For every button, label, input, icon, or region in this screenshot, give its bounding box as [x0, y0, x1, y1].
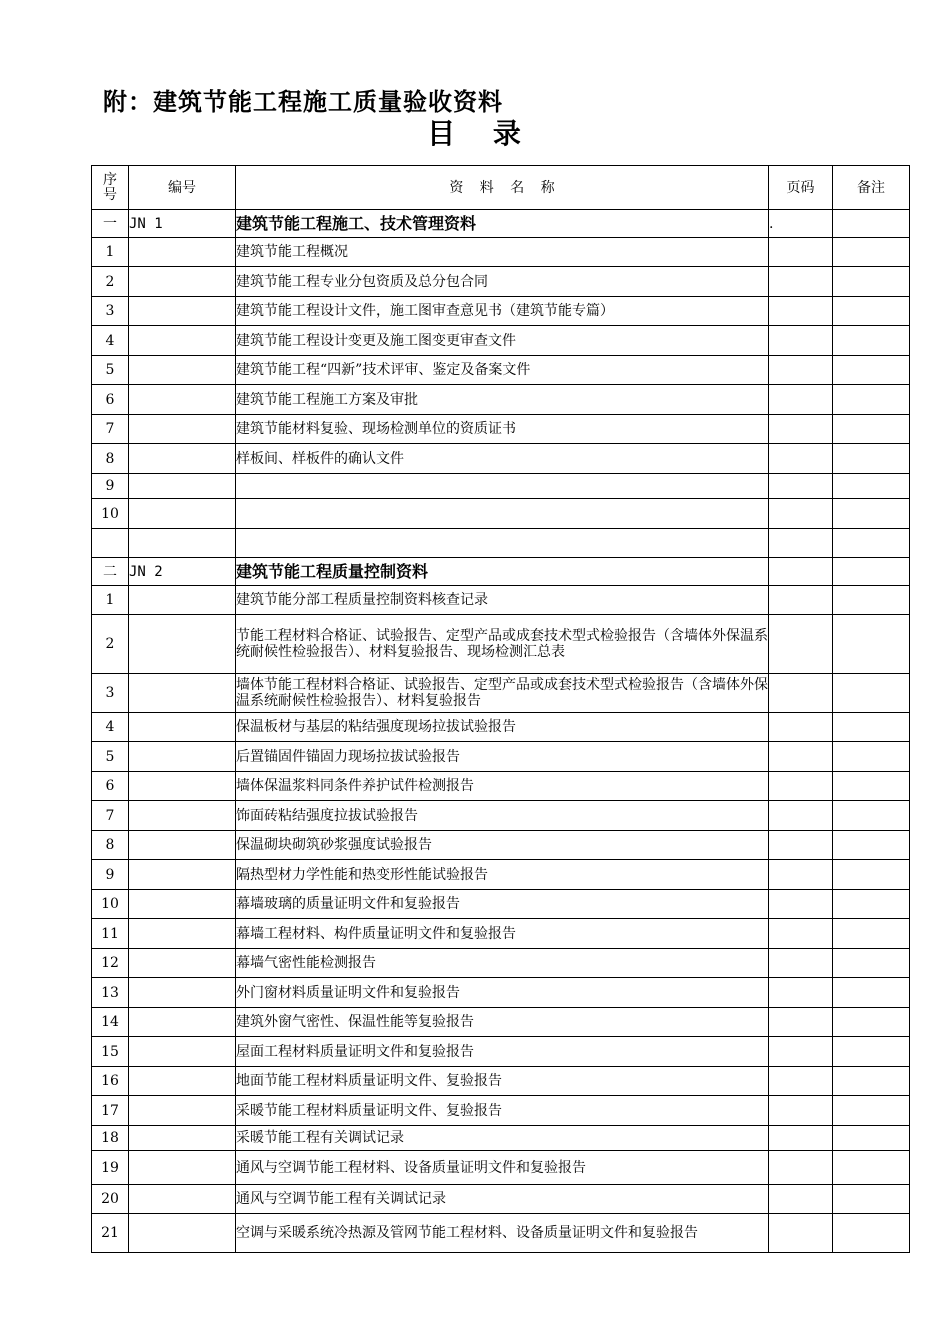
- row-code: [129, 978, 236, 1008]
- row-note: [833, 831, 910, 860]
- table-row: [92, 772, 910, 801]
- row-name: 地面节能工程材料质量证明文件、复验报告: [236, 1067, 769, 1096]
- row-code: [129, 1008, 236, 1037]
- row-name: 节能工程材料合格证、试验报告、定型产品或成套技术型式检验报告（含墙体外保温系统耐候性检验报告）、材料复验报告、现场检测汇总表: [236, 615, 769, 674]
- section-title: 建筑节能工程施工、技术管理资料: [236, 210, 769, 238]
- row-name: 采暖节能工程有关调试记录: [236, 1126, 769, 1151]
- row-page: [769, 356, 833, 385]
- row-page: [769, 978, 833, 1008]
- row-name: 保温板材与基层的粘结强度现场拉拔试验报告: [236, 713, 769, 742]
- row-code: [129, 949, 236, 978]
- row-number: 3: [92, 297, 129, 326]
- table-row: [92, 860, 910, 890]
- row-name: 墙体保温浆料同条件养护试件检测报告: [236, 772, 769, 801]
- row-number: 2: [92, 615, 129, 674]
- table-row: [92, 615, 910, 674]
- row-name: 建筑节能材料复验、现场检测单位的资质证书: [236, 415, 769, 444]
- row-note: [833, 1126, 910, 1151]
- row-name: 样板间、样板件的确认文件: [236, 444, 769, 474]
- row-page: [769, 1126, 833, 1151]
- row-number: 9: [92, 860, 129, 890]
- row-note: [833, 267, 910, 297]
- row-code: [129, 801, 236, 831]
- row-number: 8: [92, 444, 129, 474]
- table-row: [92, 1008, 910, 1037]
- row-note: [833, 444, 910, 474]
- row-code: [129, 860, 236, 890]
- table-row: [92, 1037, 910, 1067]
- row-number: 21: [92, 1214, 129, 1253]
- row-name: 建筑节能工程设计变更及施工图变更审查文件: [236, 326, 769, 356]
- table-row: [92, 1067, 910, 1096]
- row-name: 建筑节能工程施工方案及审批: [236, 385, 769, 415]
- row-page: [769, 529, 833, 558]
- row-code: [129, 1037, 236, 1067]
- table-row: [92, 674, 910, 713]
- row-note: [833, 385, 910, 415]
- table-row: [92, 978, 910, 1008]
- row-name: 建筑节能分部工程质量控制资料核查记录: [236, 586, 769, 615]
- row-number: 1: [92, 238, 129, 267]
- row-code: [129, 385, 236, 415]
- header-seq-bottom: 号: [103, 186, 117, 203]
- row-page: [769, 267, 833, 297]
- row-code: [129, 890, 236, 919]
- row-number: 6: [92, 772, 129, 801]
- section-page: [769, 558, 833, 586]
- row-number: 15: [92, 1037, 129, 1067]
- row-code: [129, 831, 236, 860]
- row-note: [833, 1151, 910, 1185]
- row-note: [833, 474, 910, 499]
- table-row: [92, 356, 910, 385]
- row-page: [769, 474, 833, 499]
- row-number: 7: [92, 801, 129, 831]
- row-page: [769, 1008, 833, 1037]
- row-code: [129, 1126, 236, 1151]
- row-note: [833, 801, 910, 831]
- row-number: 4: [92, 326, 129, 356]
- row-page: [769, 919, 833, 949]
- toc-table: [91, 165, 910, 1253]
- table-row: [92, 713, 910, 742]
- row-name: 建筑节能工程设计文件，施工图审查意见书（建筑节能专篇）: [236, 297, 769, 326]
- table-row: [92, 297, 910, 326]
- row-note: [833, 742, 910, 772]
- table-row: [92, 1214, 910, 1253]
- row-note: [833, 1008, 910, 1037]
- table-header-row: [92, 166, 910, 210]
- row-number: 13: [92, 978, 129, 1008]
- row-name: 幕墙玻璃的质量证明文件和复验报告: [236, 890, 769, 919]
- page-title: 目 录: [427, 117, 523, 150]
- table-row: [92, 267, 910, 297]
- row-number: 1: [92, 586, 129, 615]
- row-number: 4: [92, 713, 129, 742]
- row-page: [769, 831, 833, 860]
- table-row: [92, 586, 910, 615]
- header-seq: [92, 166, 129, 210]
- row-name: 建筑节能工程专业分包资质及总分包合同: [236, 267, 769, 297]
- table-row: [92, 949, 910, 978]
- row-number: 7: [92, 415, 129, 444]
- row-page: [769, 499, 833, 529]
- row-code: [129, 742, 236, 772]
- row-name: 屋面工程材料质量证明文件和复验报告: [236, 1037, 769, 1067]
- row-page: [769, 742, 833, 772]
- row-code: [129, 1151, 236, 1185]
- section-page: .: [769, 210, 833, 238]
- section-note: [833, 558, 910, 586]
- row-note: [833, 1214, 910, 1253]
- row-code: [129, 615, 236, 674]
- row-name: 通风与空调节能工程有关调试记录: [236, 1185, 769, 1214]
- row-page: [769, 326, 833, 356]
- row-note: [833, 890, 910, 919]
- row-note: [833, 1067, 910, 1096]
- row-number: 5: [92, 356, 129, 385]
- row-page: [769, 1185, 833, 1214]
- row-code: [129, 238, 236, 267]
- row-note: [833, 297, 910, 326]
- row-number: 16: [92, 1067, 129, 1096]
- table-row: [92, 529, 910, 558]
- row-number: 5: [92, 742, 129, 772]
- table-row: [92, 1185, 910, 1214]
- row-page: [769, 949, 833, 978]
- row-number: 17: [92, 1096, 129, 1126]
- row-code: [129, 1096, 236, 1126]
- row-name: 饰面砖粘结强度拉拔试验报告: [236, 801, 769, 831]
- document-heading: 附：建筑节能工程施工质量验收资料: [103, 88, 503, 116]
- header-note: 备注: [833, 166, 910, 210]
- row-name: 采暖节能工程材料质量证明文件、复验报告: [236, 1096, 769, 1126]
- row-code: [129, 444, 236, 474]
- row-note: [833, 326, 910, 356]
- row-name: 后置锚固件锚固力现场拉拔试验报告: [236, 742, 769, 772]
- table-row: [92, 890, 910, 919]
- row-number: 8: [92, 831, 129, 860]
- row-name: 墙体节能工程材料合格证、试验报告、定型产品或成套技术型式检验报告（含墙体外保温系统耐候性检验报告）、材料复验报告: [236, 674, 769, 713]
- row-code: [129, 919, 236, 949]
- row-code: [129, 356, 236, 385]
- section-row: [92, 210, 910, 238]
- row-name: 建筑外窗气密性、保温性能等复验报告: [236, 1008, 769, 1037]
- section-code: JN 2: [129, 558, 236, 586]
- header-name: 资 料 名 称: [236, 166, 769, 210]
- row-name: 建筑节能工程“四新”技术评审、鉴定及备案文件: [236, 356, 769, 385]
- row-code: [129, 326, 236, 356]
- row-number: [92, 529, 129, 558]
- row-number: 19: [92, 1151, 129, 1185]
- row-name: [236, 499, 769, 529]
- section-note: [833, 210, 910, 238]
- row-code: [129, 297, 236, 326]
- header-code: 编号: [129, 166, 236, 210]
- table-row: [92, 919, 910, 949]
- row-name: 保温砌块砌筑砂浆强度试验报告: [236, 831, 769, 860]
- table-row: [92, 1151, 910, 1185]
- table-row: [92, 831, 910, 860]
- row-code: [129, 415, 236, 444]
- row-note: [833, 772, 910, 801]
- row-page: [769, 1037, 833, 1067]
- row-number: 10: [92, 890, 129, 919]
- row-name: 建筑节能工程概况: [236, 238, 769, 267]
- row-note: [833, 1185, 910, 1214]
- section-number: 一: [92, 210, 129, 238]
- table-row: [92, 801, 910, 831]
- table-row: [92, 1126, 910, 1151]
- row-number: 20: [92, 1185, 129, 1214]
- row-code: [129, 1214, 236, 1253]
- row-number: 10: [92, 499, 129, 529]
- row-name: [236, 474, 769, 499]
- row-page: [769, 713, 833, 742]
- row-page: [769, 1214, 833, 1253]
- row-code: [129, 1067, 236, 1096]
- row-code: [129, 586, 236, 615]
- row-page: [769, 415, 833, 444]
- row-note: [833, 949, 910, 978]
- row-name: 空调与采暖系统冷热源及管网节能工程材料、设备质量证明文件和复验报告: [236, 1214, 769, 1253]
- row-page: [769, 385, 833, 415]
- row-number: 12: [92, 949, 129, 978]
- row-page: [769, 890, 833, 919]
- table-row: [92, 499, 910, 529]
- row-code: [129, 1185, 236, 1214]
- section-code: JN 1: [129, 210, 236, 238]
- table-row: [92, 1096, 910, 1126]
- table-row: [92, 742, 910, 772]
- row-number: 3: [92, 674, 129, 713]
- header-seq-top: 序: [103, 171, 117, 188]
- row-note: [833, 415, 910, 444]
- row-name: [236, 529, 769, 558]
- row-code: [129, 674, 236, 713]
- row-code: [129, 267, 236, 297]
- row-page: [769, 772, 833, 801]
- table-row: [92, 444, 910, 474]
- row-page: [769, 1096, 833, 1126]
- row-number: 14: [92, 1008, 129, 1037]
- row-note: [833, 713, 910, 742]
- row-page: [769, 444, 833, 474]
- table-row: [92, 326, 910, 356]
- row-page: [769, 1151, 833, 1185]
- section-row: [92, 558, 910, 586]
- row-page: [769, 297, 833, 326]
- row-number: 9: [92, 474, 129, 499]
- row-page: [769, 586, 833, 615]
- row-number: 11: [92, 919, 129, 949]
- row-note: [833, 674, 910, 713]
- row-note: [833, 499, 910, 529]
- row-page: [769, 860, 833, 890]
- row-name: 通风与空调节能工程材料、设备质量证明文件和复验报告: [236, 1151, 769, 1185]
- row-code: [129, 529, 236, 558]
- row-note: [833, 586, 910, 615]
- table-row: [92, 385, 910, 415]
- table-row: [92, 238, 910, 267]
- row-page: [769, 238, 833, 267]
- row-name: 幕墙工程材料、构件质量证明文件和复验报告: [236, 919, 769, 949]
- row-name: 外门窗材料质量证明文件和复验报告: [236, 978, 769, 1008]
- section-title: 建筑节能工程质量控制资料: [236, 558, 769, 586]
- row-note: [833, 356, 910, 385]
- header-page: 页码: [769, 166, 833, 210]
- row-number: 6: [92, 385, 129, 415]
- row-number: 2: [92, 267, 129, 297]
- row-code: [129, 772, 236, 801]
- row-name: 幕墙气密性能检测报告: [236, 949, 769, 978]
- row-code: [129, 499, 236, 529]
- table-row: [92, 474, 910, 499]
- row-note: [833, 529, 910, 558]
- section-number: 二: [92, 558, 129, 586]
- row-code: [129, 474, 236, 499]
- row-code: [129, 713, 236, 742]
- table-row: [92, 415, 910, 444]
- row-note: [833, 615, 910, 674]
- row-note: [833, 1096, 910, 1126]
- row-note: [833, 978, 910, 1008]
- row-page: [769, 801, 833, 831]
- row-page: [769, 1067, 833, 1096]
- row-note: [833, 238, 910, 267]
- row-note: [833, 919, 910, 949]
- row-name: 隔热型材力学性能和热变形性能试验报告: [236, 860, 769, 890]
- row-page: [769, 615, 833, 674]
- row-note: [833, 1037, 910, 1067]
- row-note: [833, 860, 910, 890]
- row-page: [769, 674, 833, 713]
- row-number: 18: [92, 1126, 129, 1151]
